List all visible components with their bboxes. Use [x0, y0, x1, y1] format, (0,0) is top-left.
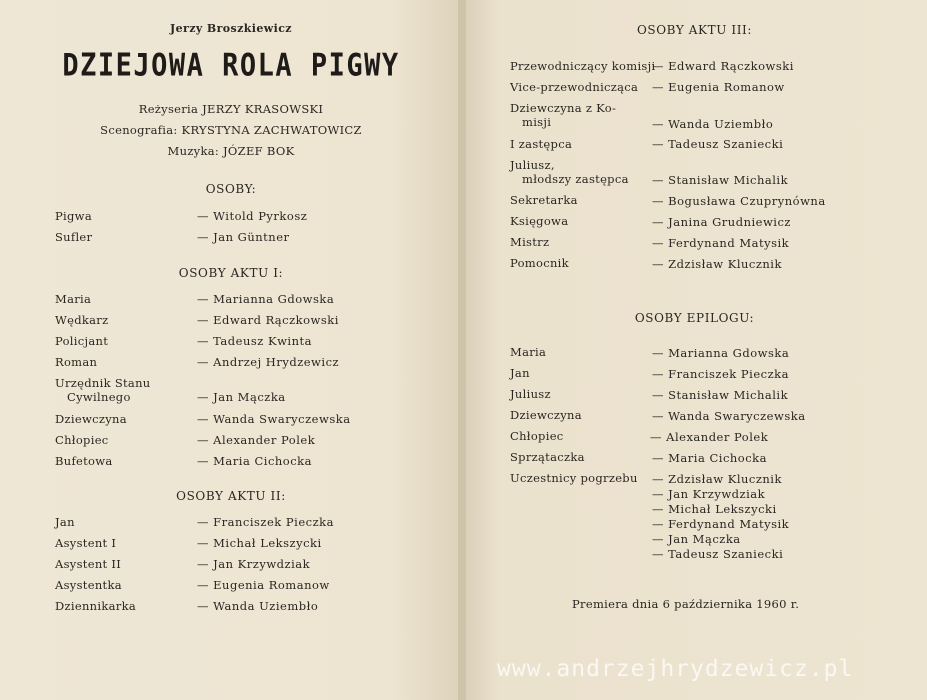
cast-actor: — Maria Cichocka [197, 454, 312, 468]
cast-actor: — Janina Grudniewicz [652, 215, 791, 229]
cast-actor: — Jan Güntner [197, 230, 290, 244]
cast-actor: — Jan Mączka [197, 390, 286, 404]
cast-role: Roman [55, 355, 98, 369]
section-heading-epilogue: OSOBY EPILOGU: [634, 311, 755, 325]
cast-role: Juliusz [510, 387, 551, 401]
cast-actor: — Alexander Polek [650, 430, 769, 444]
cast-role: Asystent I [55, 536, 117, 550]
cast-role: Sekretarka [510, 193, 578, 207]
watermark: www.andrzejhrydzewicz.pl [497, 656, 854, 682]
cast-actor: — Edward Rączkowski [197, 313, 339, 327]
cast-role: Sprzątaczka [510, 450, 585, 464]
cast-actor-mourner: — Ferdynand Matysik [652, 517, 790, 531]
cast-role: Chłopiec [55, 433, 109, 447]
cast-actor: — Maria Cichocka [652, 451, 767, 465]
left-page [0, 0, 462, 700]
cast-role: Jan [510, 366, 530, 380]
cast-role: Maria [510, 345, 547, 359]
cast-actor: — Wanda Uziembło [197, 599, 319, 613]
cast-actor: — Michał Lekszycki [197, 536, 322, 550]
credit-set-design: Scenografia: KRYSTYNA ZACHWATOWICZ [100, 123, 362, 137]
cast-actor: — Wanda Swaryczewska [197, 412, 351, 426]
cast-actor-mourner: — Jan Krzywdziak [652, 487, 766, 501]
right-page [462, 0, 927, 700]
cast-role: Bufetowa [55, 454, 113, 468]
cast-role: Wędkarz [55, 313, 109, 327]
cast-role: Pigwa [55, 209, 92, 223]
cast-role: Urzędnik Stanu [55, 376, 151, 390]
cast-role: Sufler [55, 230, 93, 244]
cast-actor: — Marianna Gdowska [197, 292, 335, 306]
cast-actor: — Franciszek Pieczka [197, 515, 334, 529]
cast-role: Księgowa [510, 214, 569, 228]
cast-actor: — Stanisław Michalik [652, 388, 789, 402]
cast-role: Policjant [55, 334, 109, 348]
cast-actor: — Wanda Uziembło [652, 117, 774, 131]
cast-actor: — Tadeusz Kwinta [197, 334, 312, 348]
cast-actor: — Wanda Swaryczewska [652, 409, 806, 423]
play-title: DZIEJOWA ROLA PIGWY [62, 47, 400, 84]
cast-role: Vice-przewodnicząca [510, 80, 639, 94]
cast-role: Maria [55, 292, 92, 306]
cast-actor: — Alexander Polek [197, 433, 316, 447]
premiere-date: Premiera dnia 6 października 1960 r. [572, 597, 800, 611]
cast-role: Mistrz [510, 235, 550, 249]
cast-actor: — Tadeusz Szaniecki [652, 137, 784, 151]
section-heading-act-1: OSOBY AKTU I: [178, 266, 284, 280]
credit-music: Muzyka: JÓZEF BOK [167, 144, 295, 158]
cast-actor: — Jan Krzywdziak [197, 557, 311, 571]
cast-actor: — Stanisław Michalik [652, 173, 789, 187]
cast-actor: — Marianna Gdowska [652, 346, 790, 360]
cast-role: I zastępca [510, 137, 573, 151]
cast-role: Dziewczyna [510, 408, 582, 422]
credit-director: Reżyseria JERZY KRASOWSKI [138, 102, 324, 116]
cast-actor-mourner: — Tadeusz Szaniecki [652, 547, 784, 561]
cast-role-continued: misji [522, 115, 552, 129]
cast-role: Dziewczyna z Ko- [510, 101, 617, 115]
cast-role: Pomocnik [510, 256, 569, 270]
cast-actor: — Zdzisław Klucznik [652, 472, 782, 486]
cast-role-continued: Cywilnego [67, 390, 131, 404]
cast-actor: — Eugenia Romanow [197, 578, 330, 592]
author-name: Jerzy Broszkiewicz [170, 22, 292, 35]
cast-role: Asystentka [55, 578, 122, 592]
cast-actor-mourner: — Michał Lekszycki [652, 502, 777, 516]
section-heading-act-2: OSOBY AKTU II: [176, 489, 286, 503]
cast-role-continued: młodszy zastępca [522, 172, 629, 186]
cast-role: Dziennikarka [55, 599, 137, 613]
cast-actor: — Edward Rączkowski [652, 59, 794, 73]
cast-actor: — Zdzisław Klucznik [652, 257, 782, 271]
book-gutter [458, 0, 466, 700]
cast-actor: — Bogusława Czuprynówna [652, 194, 826, 208]
cast-actor-mourner: — Jan Mączka [652, 532, 741, 546]
cast-actor: — Witold Pyrkosz [197, 209, 308, 223]
cast-role: Dziewczyna [55, 412, 127, 426]
cast-actor: — Eugenia Romanow [652, 80, 785, 94]
cast-actor: — Andrzej Hrydzewicz [197, 355, 340, 369]
cast-role: Uczestnicy pogrzebu [510, 471, 638, 485]
cast-role: Chłopiec [510, 429, 564, 443]
cast-role: Przewodniczący komisji [510, 59, 656, 73]
cast-actor: — Ferdynand Matysik [652, 236, 790, 250]
section-heading-act-3: OSOBY AKTU III: [636, 23, 753, 37]
section-heading-cast: OSOBY: [205, 182, 257, 196]
cast-role: Jan [55, 515, 75, 529]
cast-actor: — Franciszek Pieczka [652, 367, 789, 381]
cast-role: Asystent II [55, 557, 122, 571]
cast-role: Juliusz, [510, 158, 555, 172]
